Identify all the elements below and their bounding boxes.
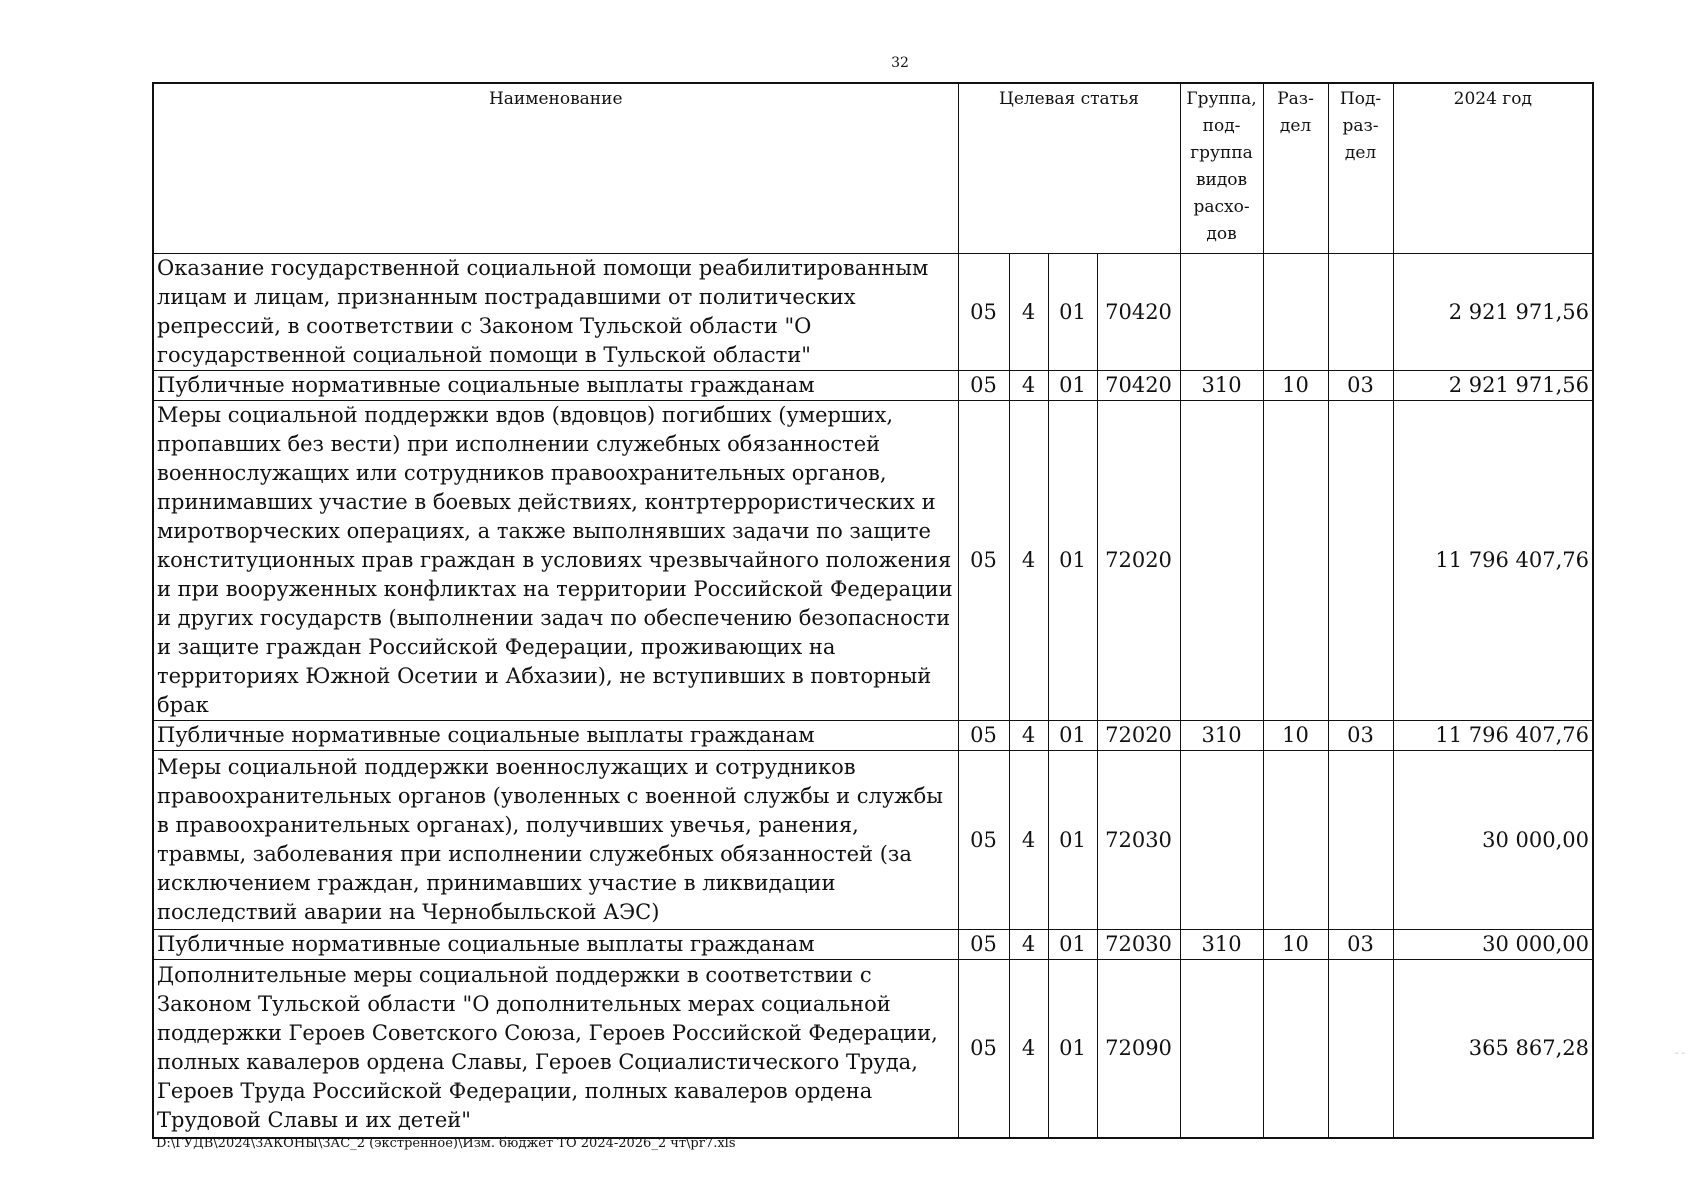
table-row [153, 930, 1593, 960]
row-code-3: 01 [1048, 721, 1097, 751]
row-code-3: 01 [1048, 930, 1097, 960]
row-section [1263, 960, 1328, 1138]
table-row [153, 751, 1593, 930]
row-code-1: 05 [958, 721, 1009, 751]
row-name: Меры социальной поддержки военнослужащих и сотрудников правоохранительных органов (уволенных с военной службы и службы в правоохранительных органах), получивших увечья, ранения, травмы, заболевания при исполнении служебных обязанностей (за исключением граждан, принимавших участие в ликвидации последствий аварии на Чернобыльской АЭС) [153, 751, 958, 930]
row-group: 310 [1180, 930, 1263, 960]
row-code-2: 4 [1009, 960, 1048, 1138]
row-section: 10 [1263, 721, 1328, 751]
row-code-4: 70420 [1097, 254, 1180, 371]
row-amount: 11 796 407,76 [1393, 401, 1593, 721]
row-group: 310 [1180, 721, 1263, 751]
row-subsection [1328, 401, 1393, 721]
budget-table [152, 82, 1594, 1139]
row-code-1: 05 [958, 254, 1009, 371]
row-code-2: 4 [1009, 930, 1048, 960]
row-name: Публичные нормативные социальные выплаты гражданам [153, 930, 958, 960]
row-code-1: 05 [958, 371, 1009, 401]
row-code-3: 01 [1048, 960, 1097, 1138]
row-group [1180, 960, 1263, 1138]
footer-file-path: D:\ГУДВ\2024\ЗАКОНЫ\ЗАС_2 (экстренное)\Изм. бюджет ТО 2024-2026_2 чт\pr7.xls [156, 1136, 736, 1151]
row-code-4: 72020 [1097, 721, 1180, 751]
row-code-4: 72030 [1097, 751, 1180, 930]
table-row [153, 721, 1593, 751]
row-amount: 2 921 971,56 [1393, 371, 1593, 401]
row-subsection [1328, 960, 1393, 1138]
row-code-2: 4 [1009, 371, 1048, 401]
row-code-3: 01 [1048, 371, 1097, 401]
row-code-4: 72090 [1097, 960, 1180, 1138]
row-name: Публичные нормативные социальные выплаты гражданам [153, 721, 958, 751]
table-header-row [153, 83, 1593, 254]
header-subsection: Под-раз-дел [1328, 83, 1393, 254]
row-code-3: 01 [1048, 254, 1097, 371]
row-subsection: 03 [1328, 930, 1393, 960]
row-name: Оказание государственной социальной помощи реабилитированным лицам и лицам, признанным пострадавшими от политических репрессий, в соответствии с Законом Тульской области "О государственной социальной помощи в Тульской области" [153, 254, 958, 371]
row-name: Меры социальной поддержки вдов (вдовцов) погибших (умерших, пропавших без вести) при исполнении служебных обязанностей военнослужащих или сотрудников правоохранительных органов, принимавших участие в боевых действиях, контртеррористических и миротворческих операциях, а также выполнявших задачи по защите конституционных прав граждан в условиях чрезвычайного положения и при вооруженных конфликтах на территории Российской Федерации и других государств (выполнении задач по обеспечению безопасности и защите граждан Российской Федерации, проживающих на территориях Южной Осетии и Абхазии), не вступивших в повторный брак [153, 401, 958, 721]
row-code-1: 05 [958, 930, 1009, 960]
header-section: Раз-дел [1263, 83, 1328, 254]
row-amount: 30 000,00 [1393, 930, 1593, 960]
row-subsection: 03 [1328, 371, 1393, 401]
row-code-1: 05 [958, 401, 1009, 721]
row-name: Дополнительные меры социальной поддержки в соответствии с Законом Тульской области "О дополнительных мерах социальной поддержки Героев Советского Союза, Героев Российской Федерации, полных кавалеров ордена Славы, Героев Социалистического Труда, Героев Труда Российской Федерации, полных кавалеров ордена Трудовой Славы и их детей" [153, 960, 958, 1138]
row-name: Публичные нормативные социальные выплаты гражданам [153, 371, 958, 401]
row-section [1263, 254, 1328, 371]
row-section: 10 [1263, 930, 1328, 960]
page-number: 32 [891, 55, 909, 71]
row-amount: 2 921 971,56 [1393, 254, 1593, 371]
row-group [1180, 751, 1263, 930]
row-section [1263, 401, 1328, 721]
row-code-2: 4 [1009, 401, 1048, 721]
edge-mark: - - [1675, 1048, 1685, 1059]
table-row [153, 960, 1593, 1138]
row-amount: 365 867,28 [1393, 960, 1593, 1138]
table-row [153, 254, 1593, 371]
header-target: Целевая статья [958, 83, 1180, 254]
row-group [1180, 254, 1263, 371]
row-code-4: 72020 [1097, 401, 1180, 721]
header-year: 2024 год [1393, 83, 1593, 254]
row-amount: 11 796 407,76 [1393, 721, 1593, 751]
row-section: 10 [1263, 371, 1328, 401]
row-code-4: 70420 [1097, 371, 1180, 401]
row-group: 310 [1180, 371, 1263, 401]
row-code-3: 01 [1048, 401, 1097, 721]
table-row [153, 401, 1593, 721]
row-code-1: 05 [958, 960, 1009, 1138]
row-subsection [1328, 254, 1393, 371]
header-name: Наименование [153, 83, 958, 254]
row-code-2: 4 [1009, 751, 1048, 930]
row-group [1180, 401, 1263, 721]
row-code-3: 01 [1048, 751, 1097, 930]
row-code-2: 4 [1009, 254, 1048, 371]
row-section [1263, 751, 1328, 930]
row-amount: 30 000,00 [1393, 751, 1593, 930]
row-subsection: 03 [1328, 721, 1393, 751]
row-subsection [1328, 751, 1393, 930]
row-code-1: 05 [958, 751, 1009, 930]
row-code-4: 72030 [1097, 930, 1180, 960]
table-row [153, 371, 1593, 401]
row-code-2: 4 [1009, 721, 1048, 751]
header-group: Группа, под-группа видов расхо-дов [1180, 83, 1263, 254]
